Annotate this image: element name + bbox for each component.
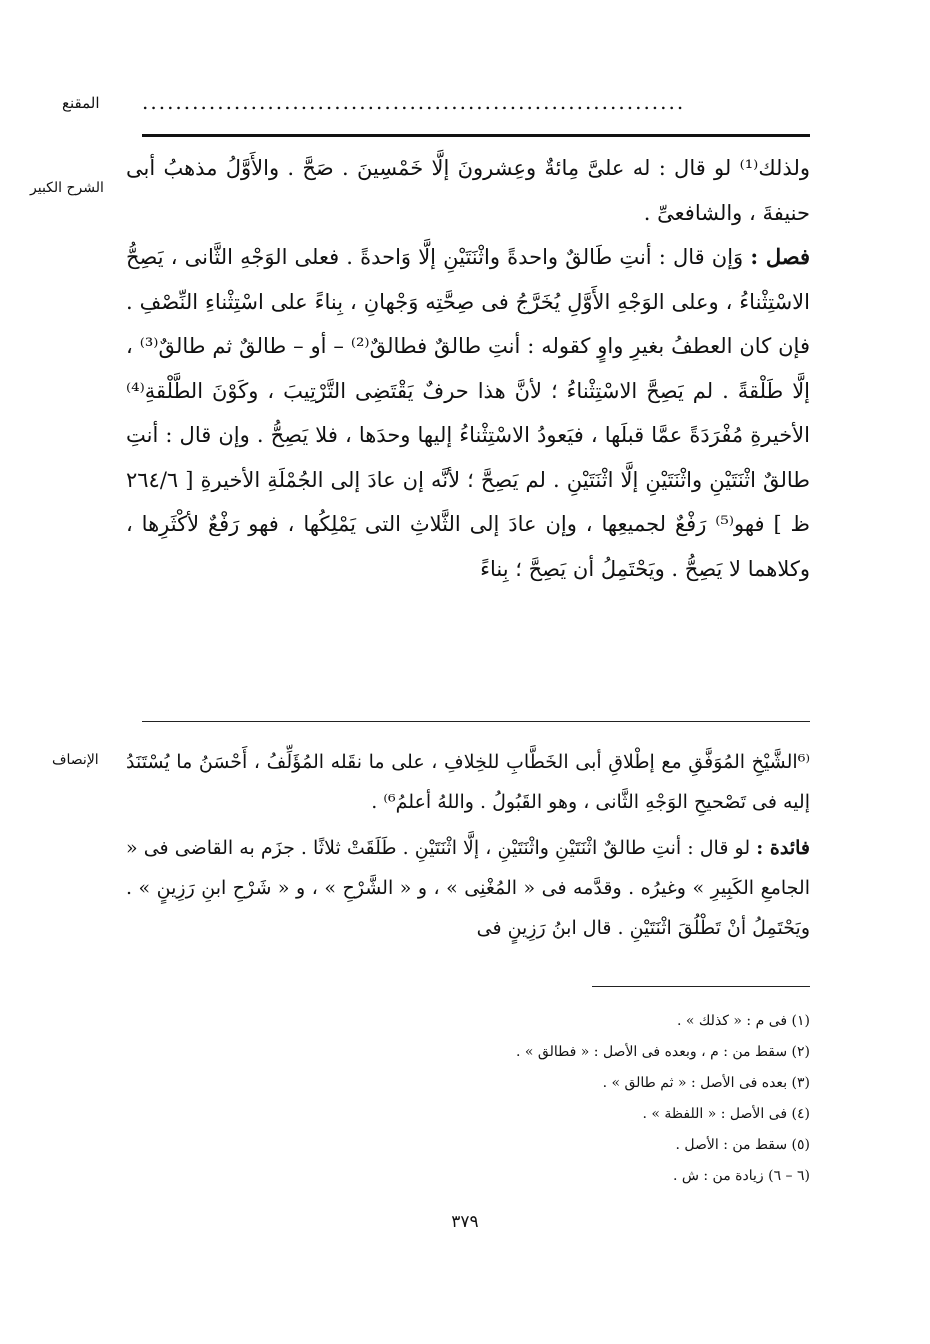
faida-body: لو قال : أنتِ طالقٌ اثْنَتَيْنِ واثْنَتَيْنِ ، إلَّا اثْنَتَيْنِ . طَلَقَتْ ثلاثًا . جزَم به القاضى فى « الجامعِ الكَبِيرِ » وغيرُه . وقدَّمه فى « المُغْنِى » ، و « الشَّرْحِ » ، و « شَرْحِ ابنِ رَزِينٍ » . ويَحْتَمِلُ أنْ تَطْلُقَ اثْنَتَيْنِ . قال ابنُ رَزِينٍ فى — [126, 837, 810, 939]
page-number: ٣٧٩ — [451, 1212, 479, 1232]
footnote-6: (٦ – ٦) زيادة من : ش . — [672, 1168, 810, 1184]
footnote-4: (٤) فى الأصل : « اللفظة » . — [642, 1106, 810, 1122]
section-divider — [142, 721, 810, 722]
footnotes — [300, 1006, 810, 1192]
footnote-3: (٣) بعده فى الأصل : « ثم طالق » . — [602, 1075, 810, 1091]
footnote-2: (٢) سقط من : م ، وبعده فى الأصل : « فطالق » . — [516, 1044, 810, 1060]
main-commentary-text — [126, 146, 810, 591]
insaf-text — [126, 742, 810, 948]
side-label-sharh: الشرح الكبير — [30, 180, 104, 196]
main-paragraph-2-body: وَإن قال : أنتِ طَالقٌ واحدةً واثْنَتَيْنِ إلَّا وَاحدةً . فعلى الوَجْهِ الثَّانى ، يَصِحُّ الاسْتِثْناءُ ، وعلى الوَجْهِ الأَوَّلِ يُخَرَّجُ فى صِحَّتِه وَجْهانِ ، بِناءً على اسْتِثْناءِ النِّصْفِ . فإن كان العطفُ بغيرِ واوٍ كقوله : أنتِ طالقٌ فطالقٌ⁽²⁾ – أو – طالقٌ ثم طالقٌ⁽³⁾ ، إلَّا طَلْقةً . لم يَصِحَّ الاسْتِثْناءُ ؛ لأنَّ هذا حرفٌ يَقْتَضِى التَّرْتِيبَ ، وكَوْنَ الطَّلْقةِ⁽⁴⁾ الأخيرةِ مُفْرَدَةً عمَّا قبلَها ، فيَعودُ الاسْتِثْناءُ إليها وحدَها ، فلا يَصِحُّ . وإن قال : أنتِ طالقٌ اثْنَتَيْنِ واثْنَتَيْنِ إلَّا اثْنَتَيْنِ . لم يَصِحَّ ؛ لأنَّه إن عادَ إلى الجُمْلَةِ الأخيرةِ [ ٢٦٤/٦ ظ ] فهو⁽⁵⁾ رَفْعٌ لجميعِها ، وإن عادَ إلى الثَّلاثِ التى يَمْلِكُها ، فهو رَفْعٌ لأكْثَرِها ، وكلاهما لا يَصِحُّ . ويَحْتَمِلُ أن يَصِحَّ ؛ بِناءً — [126, 245, 810, 581]
footnote-1: (١) فى م : « كذلك » . — [676, 1013, 810, 1029]
header-dotted-leader: ................................................................. — [142, 92, 686, 112]
side-label-insaf: الإنصاف — [52, 752, 99, 768]
header-rule — [142, 134, 810, 137]
running-header-title: المقنع — [62, 94, 100, 112]
insaf-paragraph-1: ⁽⁶الشَّيْخِ المُوَفَّقِ مع إطْلاقِ أبى الخَطَّابِ للخِلافِ ، على ما نقَله المُؤَلِّفُ ، أَحْسَنُ ما يُسْتَنَدُ إليه فى تَصْحيحِ الوَجْهِ الثَّانى ، وهو القَبُولُ . واللهُ أعلمُ⁶⁾ . — [126, 751, 810, 813]
main-paragraph-2 — [126, 235, 810, 591]
footnote-rule — [592, 986, 810, 987]
footnote-5: (٥) سقط من : الأصل . — [675, 1137, 810, 1153]
section-keyword-fasl: فصل : — [750, 244, 810, 269]
insaf-faida-paragraph — [126, 828, 810, 948]
main-paragraph-1: ولذلك⁽¹⁾ لو قال : له علىَّ مِائةٌ وعِشرونَ إلَّا خَمْسِينَ . صَحَّ . والأَوَّلُ مذهبُ أبى حنيفةَ ، والشافعىِّ . — [126, 156, 810, 225]
faida-keyword: فائدة : — [756, 837, 811, 859]
